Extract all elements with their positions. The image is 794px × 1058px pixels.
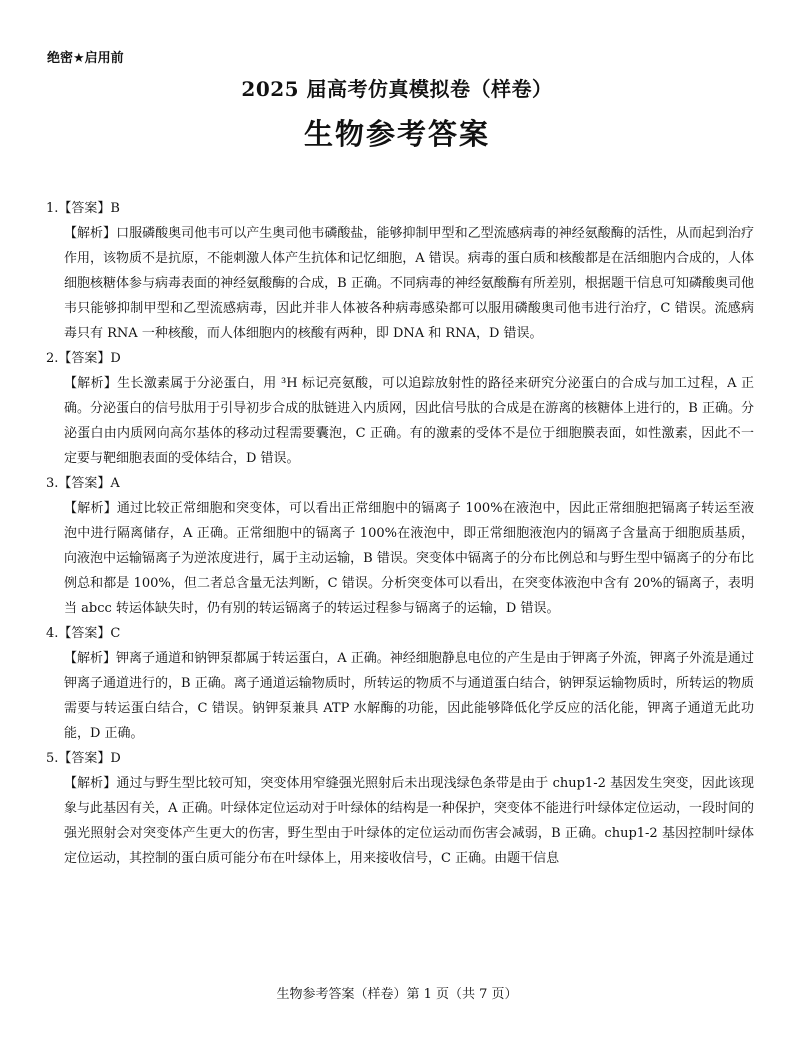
answer-line: 2.【答案】D <box>46 351 121 366</box>
analysis-paragraph: 【解析】通过与野生型比较可知，突变体用窄缝强光照射后未出现浅绿色条带是由于 chup1-2 基因发生突变，因此该现象与此基因有关，A 正确。叶绿体定位运动对于叶绿体的结构是一种保护，突变体不能进行叶绿体定位运动，一段时间的强光照射会对突变体产生更大的伤害，野生型由于叶绿体的定位运动而伤害会减弱，B 正确。chup1-2 基因控制叶绿体定位运动，其控制的蛋白质可能分布在叶绿体上，用来接收信号，C 正确。由题干信息 <box>64 776 754 866</box>
page-footer: 生物参考答案（样卷）第 1 页（共 7 页） <box>276 987 518 1002</box>
analysis-paragraph: 【解析】生长激素属于分泌蛋白，用 ³H 标记亮氨酸，可以追踪放射性的路径来研究分泌蛋白的合成与加工过程，A 正确。分泌蛋白的信号肽用于引导初步合成的肽链进入内质网，因此信号肽的合成是在游离的核糖体上进行的，B 正确。分泌蛋白由内质网向高尔基体的移动过程需要囊泡，C 正确。有的激素的受体不是位于细胞膜表面，如性激素，因此不一定要与靶细胞表面的受体结合，D 错误。 <box>64 376 754 466</box>
answer-list <box>46 196 754 871</box>
answer-line: 1.【答案】B <box>46 201 120 216</box>
question-4 <box>46 621 754 746</box>
analysis-paragraph: 【解析】钾离子通道和钠钾泵都属于转运蛋白，A 正确。神经细胞静息电位的产生是由于钾离子外流，钾离子外流是通过钾离子通道进行的，B 正确。离子通道运输物质时，所转运的物质不与通道蛋白结合，钠钾泵运输物质时，所转运的物质需要与转运蛋白结合，C 错误。钠钾泵兼具 ATP 水解酶的功能，因此能够降低化学反应的活化能，钾离子通道无此功能，D 正确。 <box>64 651 754 741</box>
page-title: 生物参考答案 <box>303 117 490 151</box>
answer-line: 4.【答案】C <box>46 626 121 641</box>
answer-line: 5.【答案】D <box>46 751 121 766</box>
exam-title: 2025 届高考仿真模拟卷（样卷） <box>241 77 553 101</box>
question-3 <box>46 471 754 621</box>
answer-line: 3.【答案】A <box>46 476 120 491</box>
analysis-paragraph: 【解析】口服磷酸奥司他韦可以产生奥司他韦磷酸盐，能够抑制甲型和乙型流感病毒的神经氨酸酶的活性，从而起到治疗作用，该物质不是抗原，不能刺激人体产生抗体和记忆细胞，A 错误。病毒的蛋白质和核酸都是在活细胞内合成的，人体细胞核糖体参与病毒表面的神经氨酸酶的合成，B 正确。不同病毒的神经氨酸酶有所差别，根据题干信息可知磷酸奥司他韦只能够抑制甲型和乙型流感病毒，因此并非人体被各种病毒感染都可以服用磷酸奥司他韦进行治疗，C 错误。流感病毒只有 RNA 一种核酸，而人体细胞内的核酸有两种，即 DNA 和 RNA，D 错误。 <box>64 226 754 341</box>
confidential-label: 绝密★启用前 <box>47 51 124 66</box>
question-2 <box>46 346 754 471</box>
question-5 <box>46 746 754 871</box>
question-1 <box>46 196 754 346</box>
analysis-paragraph: 【解析】通过比较正常细胞和突变体，可以看出正常细胞中的镉离子 100%在液泡中，因此正常细胞把镉离子转运至液泡中进行隔离储存，A 正确。正常细胞中的镉离子 100%在液泡中，即正常细胞液泡内的镉离子含量高于细胞质基质，向液泡中运输镉离子为逆浓度进行，属于主动运输，B 错误。突变体中镉离子的分布比例总和与野生型中镉离子的分布比例总和都是 100%，但二者总含量无法判断，C 错误。分析突变体可以看出，在突变体液泡中含有 20%的镉离子，表明当 abcc 转运体缺失时，仍有别的转运镉离子的转运过程参与镉离子的运输，D 错误。 <box>64 501 754 616</box>
